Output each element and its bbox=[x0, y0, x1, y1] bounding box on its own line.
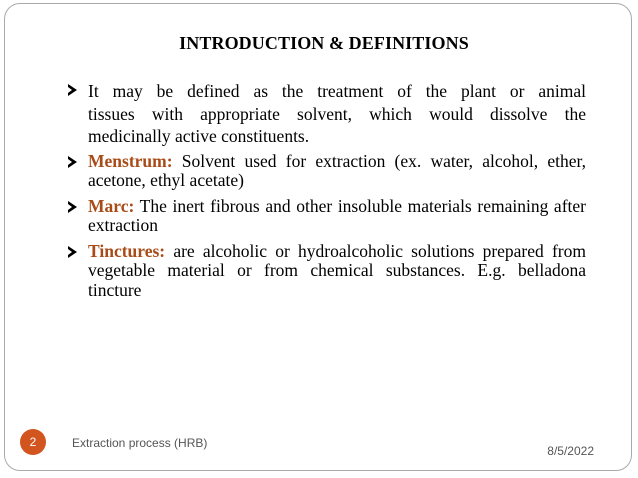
bullet-marc bbox=[68, 197, 586, 236]
bullet-menstrum bbox=[68, 152, 586, 191]
slide-number-badge: 2 bbox=[20, 429, 46, 455]
arrow-bullet-icon bbox=[68, 201, 77, 213]
arrow-bullet-icon bbox=[68, 246, 77, 258]
bullet-tinctures bbox=[68, 242, 586, 301]
bullet-line: medicinally active constituents. bbox=[88, 126, 310, 146]
definition-text: are alcoholic or hydroalcoholic solutions prepared from vegetable material or from chemical substances. E.g. belladona tincture bbox=[88, 240, 586, 300]
footer-title: Extraction process (HRB) bbox=[72, 436, 208, 450]
slide-title: INTRODUCTION & DEFINITIONS bbox=[179, 33, 469, 53]
arrow-bullet-icon bbox=[68, 84, 77, 96]
arrow-bullet-icon bbox=[68, 156, 77, 168]
term-tinctures: Tinctures: bbox=[88, 240, 166, 261]
bullet-definition bbox=[68, 80, 586, 148]
definition-text: Solvent used for extraction (ex. water, alcohol, ether, acetone, ethyl acetate) bbox=[88, 150, 586, 190]
bullet-list bbox=[68, 80, 586, 300]
footer-date: 8/5/2022 bbox=[547, 444, 594, 458]
bullet-line: tissues with appropriate solvent, which would dissolve the bbox=[88, 103, 586, 124]
definition-text: The inert fibrous and other insoluble materials remaining after extraction bbox=[88, 195, 586, 235]
bullet-line: It may be defined as the treatment of the plant or animal bbox=[88, 81, 586, 101]
term-menstrum: Menstrum: bbox=[88, 150, 173, 171]
term-marc: Marc: bbox=[88, 195, 135, 216]
